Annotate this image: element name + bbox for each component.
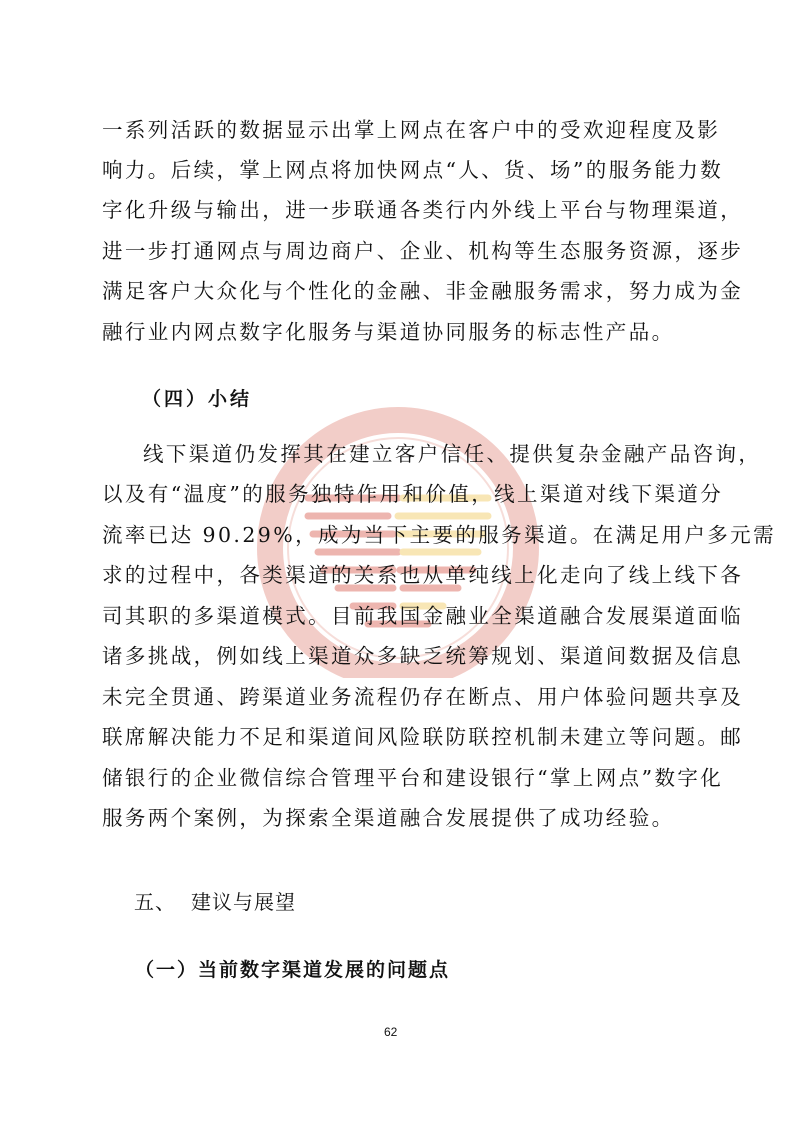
text-line: 融行业内网点数字化服务与渠道协同服务的标志性产品。 bbox=[102, 320, 675, 344]
section-heading-summary: （四）小结 bbox=[142, 388, 253, 410]
text-line: 以及有“温度”的服务独特作用和价值，线上渠道对线下渠道分 bbox=[102, 482, 724, 506]
text-line: 未完全贯通、跨渠道业务流程仍存在断点、用户体验问题共享及 bbox=[102, 685, 744, 709]
text-line: 司其职的多渠道模式。目前我国金融业全渠道融合发展渠道面临 bbox=[102, 604, 744, 628]
text-line: 储银行的企业微信综合管理平台和建设银行“掌上网点”数字化 bbox=[102, 766, 724, 790]
chapter-title: 建议与展望 bbox=[191, 890, 296, 914]
text-line: 响力。后续，掌上网点将加快网点“人、货、场”的服务能力数 bbox=[102, 158, 724, 182]
chapter-number: 五、 bbox=[134, 890, 176, 914]
text-line: 联席解决能力不足和渠道间风险联防联控机制未建立等问题。邮 bbox=[102, 725, 744, 749]
text-line: 一系列活跃的数据显示出掌上网点在客户中的受欢迎程度及影 bbox=[102, 118, 721, 142]
text-line: 满足客户大众化与个性化的金融、非金融服务需求，努力成为金 bbox=[102, 279, 744, 303]
section-heading-issues: （一）当前数字渠道发展的问题点 bbox=[135, 959, 451, 981]
text-line: 求的过程中，各类渠道的关系也从单纯线上化走向了线上线下各 bbox=[102, 563, 744, 587]
text-line: 服务两个案例，为探索全渠道融合发展提供了成功经验。 bbox=[102, 806, 675, 830]
page-number: 62 bbox=[384, 1025, 398, 1039]
text-line: 流率已达 90.29%，成为当下主要的服务渠道。在满足用户多元需 bbox=[102, 523, 776, 547]
text-line: 字化升级与输出，进一步联通各类行内外线上平台与物理渠道， bbox=[102, 198, 744, 222]
text-line: 诸多挑战，例如线上渠道众多缺乏统筹规划、渠道间数据及信息 bbox=[102, 644, 744, 668]
text-line: 线下渠道仍发挥其在建立客户信任、提供复杂金融产品咨询， bbox=[143, 442, 762, 466]
text-line: 进一步打通网点与周边商户、企业、机构等生态服务资源，逐步 bbox=[102, 239, 744, 263]
